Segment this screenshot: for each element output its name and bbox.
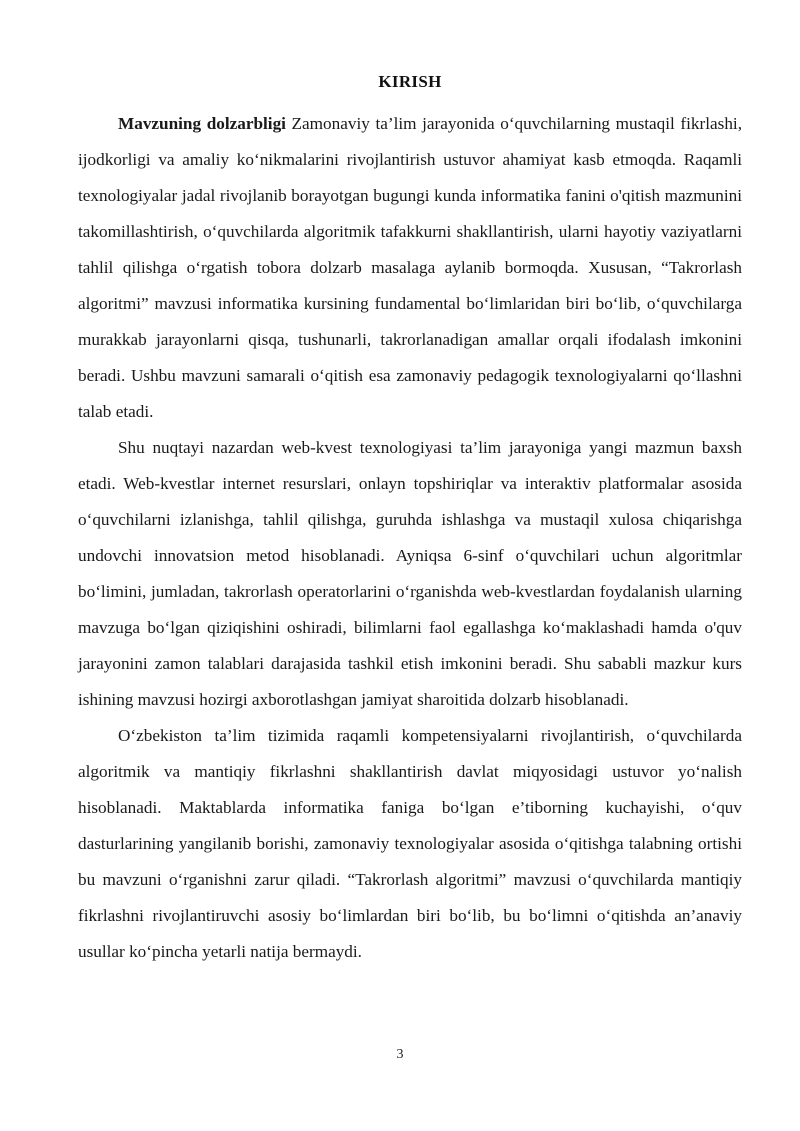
paragraph-3-text: O‘zbekiston ta’lim tizimida raqamli kompetensiyalarni rivojlantirish, o‘quvchilarda algoritmik va mantiqiy fikrlashni shakllantirish davlat miqyosidagi ustuvor yo‘nalish hisoblanadi. Maktablarda informatika faniga bo‘lgan e’tiborning kuchayishi, o‘quv dasturlarining yangilanib borishi, zamonaviy texnologiyalar asosida o‘qitishga talabning ortishi bu mavzuni o‘rganishni zarur qiladi. “Takrorlash algoritmi” mavzusi o‘quvchilarda mantiqiy fikrlashni rivojlantiruvchi asosiy bo‘limlardan biri bo‘lib, bu bo‘limni o‘qitishda an’anaviy usullar ko‘pincha yetarli natija bermaydi. xyxy=(78,726,742,962)
paragraph-2-text: Shu nuqtayi nazardan web-kvest texnologiyasi ta’lim jarayoniga yangi mazmun baxsh etadi. Web-kvestlar internet resurslari, onlayn topshiriqlar va interaktiv platformalar asosida o‘quvchilarni izlanishga, tahlil qilishga, guruhda ishlashga va mustaqil xulosa chiqarishga undovchi innovatsion metod hisoblanadi. Ayniqsa 6-sinf o‘quvchilari uchun algoritmlar bo‘limini, jumladan, takrorlash operatorlarini o‘rganishda web-kvestlardan foydalanish ularning mavzuga bo‘lgan qiziqishini oshiradi, bilimlarni faol egallashga ko‘maklashadi hamda o'quv jarayonini zamon talablari darajasida tashkil etish imkonini beradi. Shu sababli mazkur kurs ishining mavzusi hozirgi axborotlashgan jamiyat sharoitida dolzarb hisoblanadi. xyxy=(78,438,742,710)
page-title: KIRISH xyxy=(378,72,442,91)
paragraph-2 xyxy=(78,430,742,718)
paragraph-3 xyxy=(78,718,742,970)
paragraph-1 xyxy=(78,106,742,430)
paragraph-1-lead-bold: Mavzuning dolzarbligi xyxy=(118,114,286,134)
page-number: 3 xyxy=(396,1047,404,1062)
document-body xyxy=(78,72,742,970)
paragraph-1-text: Zamonaviy ta’lim jarayonida o‘quvchilarning mustaqil fikrlashi, ijodkorligi va amaliy ko‘nikmalarini rivojlantirish ustuvor ahamiyat kasb etmoqda. Raqamli texnologiyalar jadal rivojlanib borayotgan bugungi kunda informatika fanini o'qitish mazmunini takomillashtirish, o‘quvchilarda algoritmik tafakkurni shakllantirish, ularni hayotiy vaziyatlarni tahlil qilishga o‘rgatish tobora dolzarb masalaga aylanib bormoqda. Xususan, “Takrorlash algoritmi” mavzusi informatika kursining fundamental bo‘limlaridan biri bo‘lib, o‘quvchilarga murakkab jarayonlarni qisqa, tushunarli, takrorlanadigan amallar orqali ifodalash imkonini beradi. Ushbu mavzuni samarali o‘qitish esa zamonaviy pedagogik texnologiyalarni qo‘llashni talab etadi. xyxy=(78,114,742,422)
